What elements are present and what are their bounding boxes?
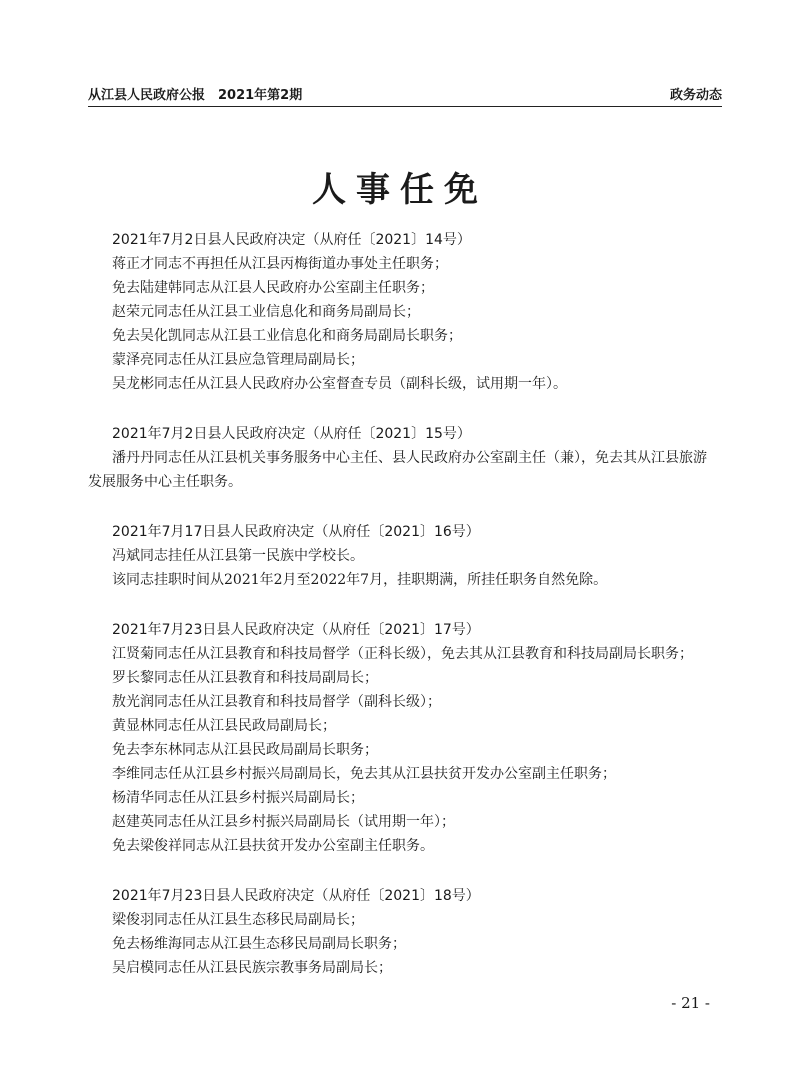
decision-heading: 2021年7月17日县人民政府决定（从府任〔2021〕16号） bbox=[112, 524, 480, 540]
appointment-line: 免去梁俊祥同志从江县扶贫开发办公室副主任职务。 bbox=[112, 838, 434, 854]
page-number: - 21 - bbox=[671, 994, 710, 1012]
appointment-line: 冯斌同志挂任从江县第一民族中学校长。 bbox=[112, 548, 364, 564]
appointment-paragraph: 潘丹丹同志任从江县机关事务服务中心主任、县人民政府办公室副主任（兼），免去其从江县旅游发展服务中心主任职务。 bbox=[88, 450, 707, 490]
appointment-line: 李维同志任从江县乡村振兴局副局长，免去其从江县扶贫开发办公室副主任职务； bbox=[112, 766, 616, 782]
appointment-line: 免去陆建韩同志从江县人民政府办公室副主任职务； bbox=[112, 280, 434, 296]
page-header bbox=[88, 84, 722, 106]
document-body bbox=[88, 228, 714, 1006]
appointment-line: 蒙泽亮同志任从江县应急管理局副局长； bbox=[112, 352, 364, 368]
publication-title: 从江县人民政府公报 2021年第2期 bbox=[88, 88, 303, 103]
appointment-line: 赵建英同志任从江县乡村振兴局副局长（试用期一年）； bbox=[112, 814, 455, 830]
appointment-line: 吴龙彬同志任从江县人民政府办公室督查专员（副科长级，试用期一年）。 bbox=[112, 376, 567, 392]
decision-section-16 bbox=[112, 520, 714, 592]
appointment-line: 蒋正才同志不再担任从江县丙梅街道办事处主任职务； bbox=[112, 256, 448, 272]
appointment-line: 罗长黎同志任从江县教育和科技局副局长； bbox=[112, 670, 378, 686]
appointment-paragraph: 江贤菊同志任从江县教育和科技局督学（正科长级），免去其从江县教育和科技局副局长职务； bbox=[112, 646, 693, 662]
appointment-line: 免去杨维海同志从江县生态移民局副局长职务； bbox=[112, 936, 406, 952]
appointment-line: 杨清华同志任从江县乡村振兴局副局长； bbox=[112, 790, 364, 806]
appointment-line: 梁俊羽同志任从江县生态移民局副局长； bbox=[112, 912, 364, 928]
decision-section-14 bbox=[112, 228, 714, 396]
appointment-line: 免去吴化凯同志从江县工业信息化和商务局副局长职务； bbox=[112, 328, 462, 344]
decision-heading: 2021年7月23日县人民政府决定（从府任〔2021〕18号） bbox=[112, 888, 480, 904]
decision-heading: 2021年7月2日县人民政府决定（从府任〔2021〕15号） bbox=[112, 426, 471, 442]
column-name: 政务动态 bbox=[669, 88, 722, 103]
appointment-line: 免去李东林同志从江县民政局副局长职务； bbox=[112, 742, 378, 758]
appointment-line: 该同志挂职时间从2021年2月至2022年7月，挂职期满，所挂任职务自然免除。 bbox=[112, 572, 608, 588]
decision-section-17 bbox=[112, 618, 714, 858]
appointment-line: 敖光润同志任从江县教育和科技局督学（副科长级）； bbox=[112, 694, 441, 710]
page-title: 人事任免 bbox=[312, 170, 488, 210]
appointment-line: 赵荣元同志任从江县工业信息化和商务局副局长； bbox=[112, 304, 420, 320]
appointment-line: 吴启模同志任从江县民族宗教事务局副局长； bbox=[112, 960, 392, 976]
decision-section-15 bbox=[88, 422, 714, 494]
decision-heading: 2021年7月2日县人民政府决定（从府任〔2021〕14号） bbox=[112, 232, 471, 248]
decision-section-18 bbox=[112, 884, 714, 980]
header-rule bbox=[88, 106, 722, 107]
decision-heading: 2021年7月23日县人民政府决定（从府任〔2021〕17号） bbox=[112, 622, 480, 638]
appointment-line: 黄显林同志任从江县民政局副局长； bbox=[112, 718, 336, 734]
